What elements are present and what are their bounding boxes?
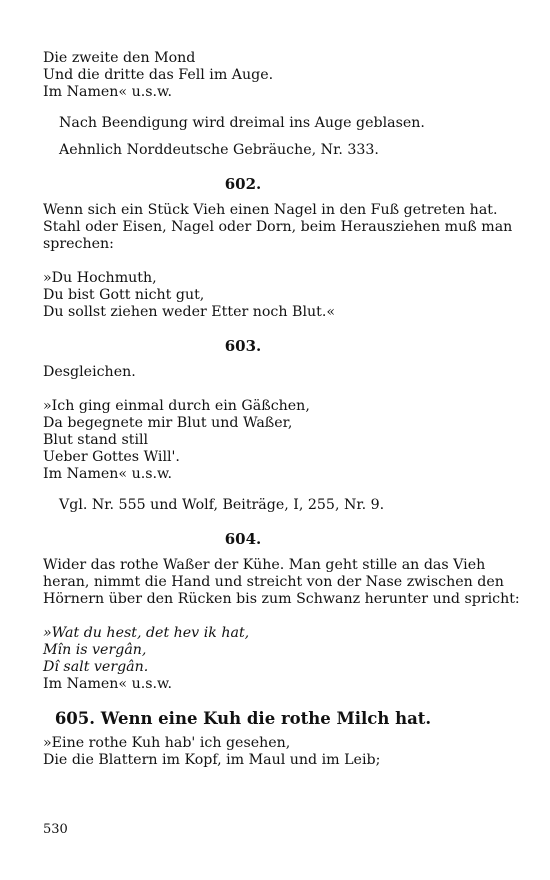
prose-line: heran, nimmt die Hand und streicht von der Nase zwischen den bbox=[43, 574, 504, 590]
verse-line: Dî salt vergân. bbox=[43, 659, 149, 675]
page-text bbox=[43, 50, 520, 769]
prose-line: Wenn sich ein Stück Vieh einen Nagel in den Fuß getreten hat. bbox=[43, 202, 498, 218]
verse-line: Im Namen« u.s.w. bbox=[43, 466, 173, 482]
verse-line: Die die Blattern im Kopf, im Maul und im Leib; bbox=[43, 752, 381, 768]
verse-line: »Eine rothe Kuh hab' ich gesehen, bbox=[43, 735, 291, 751]
prose-line: sprechen: bbox=[43, 236, 114, 252]
section-heading-605: 605. Wenn eine Kuh die rothe Milch hat. bbox=[54, 709, 432, 728]
verse-line: Die zweite den Mond bbox=[43, 50, 196, 66]
prose-line: Desgleichen. bbox=[43, 364, 136, 380]
verse-line: Und die dritte das Fell im Auge. bbox=[43, 67, 274, 83]
verse-line: Blut stand still bbox=[43, 432, 149, 448]
prose-line: Hörnern über den Rücken bis zum Schwanz herunter und spricht: bbox=[43, 591, 520, 607]
section-heading-602: 602. bbox=[224, 175, 262, 193]
prose-line: Stahl oder Eisen, Nagel oder Dorn, beim Herausziehen muß man bbox=[43, 219, 513, 235]
note: Aehnlich Norddeutsche Gebräuche, Nr. 333. bbox=[59, 142, 379, 158]
verse-line: »Du Hochmuth, bbox=[43, 270, 157, 286]
verse-line: »Ich ging einmal durch ein Gäßchen, bbox=[43, 398, 310, 414]
section-heading-604: 604. bbox=[224, 530, 262, 548]
verse-line: Da begegnete mir Blut und Waßer, bbox=[43, 415, 293, 431]
verse-line: Im Namen« u.s.w. bbox=[43, 84, 173, 100]
verse-line: Du bist Gott nicht gut, bbox=[43, 287, 205, 303]
verse-line: Ueber Gottes Will'. bbox=[43, 449, 180, 465]
verse-line: Du sollst ziehen weder Etter noch Blut.« bbox=[43, 304, 336, 320]
verse-line: Im Namen« u.s.w. bbox=[43, 676, 173, 692]
page-number: 530 bbox=[43, 822, 68, 837]
note: Nach Beendigung wird dreimal ins Auge geblasen. bbox=[59, 115, 425, 131]
note: Vgl. Nr. 555 und Wolf, Beiträge, I, 255, Nr. 9. bbox=[59, 497, 385, 513]
verse-line: Mîn is vergân, bbox=[43, 642, 147, 658]
prose-line: Wider das rothe Waßer der Kühe. Man geht stille an das Vieh bbox=[43, 557, 486, 573]
section-heading-603: 603. bbox=[224, 337, 262, 355]
verse-line: »Wat du hest, det hev ik hat, bbox=[43, 625, 250, 641]
